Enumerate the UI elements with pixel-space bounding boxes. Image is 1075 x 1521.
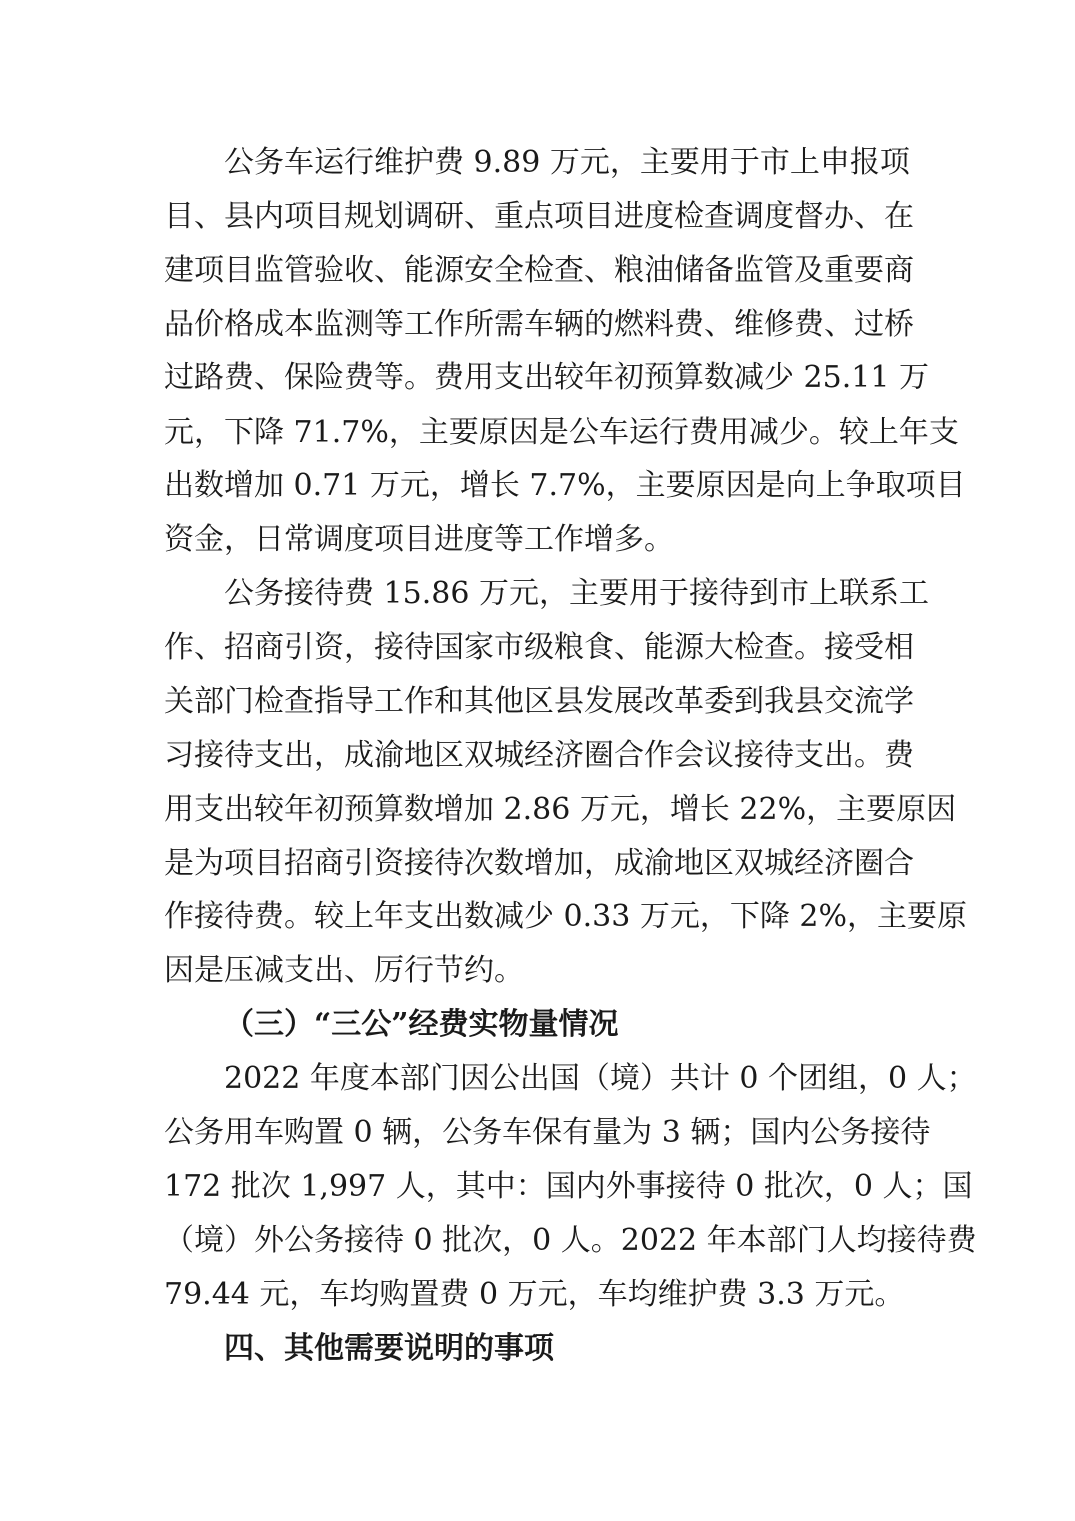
paragraph-reception-line-3: 关部门检查指导工作和其他区县发展改革委到我县交流学 [164,684,914,719]
paragraph-reception-line-1: 公务接待费 15.86 万元，主要用于接待到市上联系工 [224,576,929,611]
paragraph-reception-line-5: 用支出较年初预算数增加 2.86 万元，增长 22%，主要原因 [164,792,957,827]
paragraph-reception-line-2: 作、招商引资，接待国家市级粮食、能源大检查。接受相 [164,630,914,665]
paragraph-reception-line-6: 是为项目招商引资接待次数增加，成渝地区双城经济圈合 [164,846,914,881]
paragraph-reception-line-4: 习接待支出，成渝地区双城经济圈合作会议接待支出。费 [164,738,914,773]
paragraph-vehicle-line-4: 品价格成本监测等工作所需车辆的燃料费、维修费、过桥 [164,307,914,342]
section-heading-physical-quantity: （三）“三公”经费实物量情况 [224,1007,619,1042]
paragraph-vehicle-line-3: 建项目监管验收、能源安全检查、粮油储备监管及重要商 [164,253,914,288]
paragraph-vehicle-line-5: 过路费、保险费等。费用支出较年初预算数减少 25.11 万 [164,360,929,395]
section-heading-other-matters: 四、其他需要说明的事项 [224,1331,554,1366]
paragraph-quantity-line-1: 2022 年度本部门因公出国（境）共计 0 个团组，0 人； [224,1061,977,1096]
paragraph-vehicle-line-7: 出数增加 0.71 万元，增长 7.7%，主要原因是向上争取项目 [164,468,966,503]
paragraph-reception-line-8: 因是压减支出、厉行节约。 [164,953,524,988]
paragraph-quantity-line-4: （境）外公务接待 0 批次，0 人。2022 年本部门人均接待费 [164,1223,977,1258]
paragraph-reception-line-7: 作接待费。较上年支出数减少 0.33 万元，下降 2%，主要原 [164,899,967,934]
paragraph-quantity-line-2: 公务用车购置 0 辆，公务车保有量为 3 辆；国内公务接待 [164,1115,931,1150]
paragraph-quantity-line-3: 172 批次 1,997 人，其中：国内外事接待 0 批次，0 人；国 [164,1169,973,1204]
paragraph-vehicle-line-6: 元，下降 71.7%，主要原因是公车运行费用减少。较上年支 [164,415,959,450]
paragraph-vehicle-line-8: 资金，日常调度项目进度等工作增多。 [164,522,674,557]
paragraph-quantity-line-5: 79.44 元，车均购置费 0 万元，车均维护费 3.3 万元。 [164,1277,905,1312]
paragraph-vehicle-line-2: 目、县内项目规划调研、重点项目进度检查调度督办、在 [164,199,914,234]
paragraph-vehicle-line-1: 公务车运行维护费 9.89 万元，主要用于市上申报项 [224,145,910,180]
